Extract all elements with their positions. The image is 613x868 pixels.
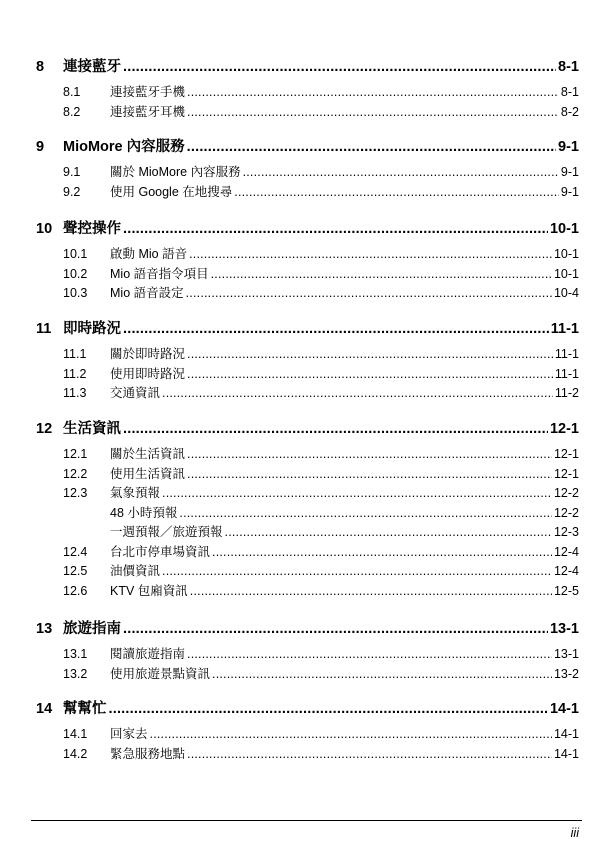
- chapter-title: 即時路況: [63, 321, 121, 337]
- section-title: 一週預報／旅遊預報: [110, 525, 223, 539]
- section-title: 使用旅遊景點資訊: [110, 666, 211, 681]
- section-number: 12.5: [63, 564, 88, 578]
- toc-section-entry[interactable]: [63, 644, 579, 662]
- dot-leader: [212, 667, 552, 681]
- dot-leader: [190, 584, 552, 598]
- section-title: 交通資訊: [110, 386, 161, 400]
- section-page: 9-1: [560, 184, 579, 199]
- section-title: 關於生活資訊: [110, 447, 186, 461]
- section-number: 11.2: [63, 366, 87, 381]
- dot-leader: [212, 545, 552, 559]
- chapter-title: 連接藍牙: [63, 59, 121, 75]
- section-title: 關於即時路況: [110, 347, 186, 361]
- dot-leader: [187, 747, 552, 761]
- dot-leader: [162, 564, 552, 578]
- section-page: 11-1: [554, 366, 579, 381]
- section-title: 連接藍牙耳機: [110, 104, 186, 119]
- section-title: 使用生活資訊: [110, 466, 186, 481]
- toc-chapter-entry[interactable]: [36, 217, 579, 238]
- section-page: 11-2: [554, 386, 579, 400]
- section-page: 8-2: [560, 104, 579, 119]
- toc-chapter-entry[interactable]: [36, 55, 579, 76]
- section-title: 使用 Google 在地搜尋: [110, 184, 233, 199]
- section-title: 緊急服務地點: [110, 746, 186, 761]
- dot-leader: [187, 467, 552, 481]
- dot-leader: [187, 85, 559, 99]
- dot-leader: [123, 59, 556, 75]
- chapter-page: 9-1: [558, 139, 579, 155]
- dot-leader: [162, 386, 553, 400]
- section-title: 回家去: [110, 727, 148, 741]
- toc-section-entry[interactable]: [63, 364, 579, 382]
- dot-leader: [186, 286, 552, 300]
- toc-section-entry[interactable]: [110, 503, 579, 521]
- section-number: 12.4: [63, 544, 88, 559]
- section-title: 台北市停車場資訊: [110, 544, 211, 559]
- chapter-page: 14-1: [549, 701, 579, 717]
- section-page: 12-2: [553, 486, 579, 500]
- toc-section-entry[interactable]: [63, 383, 579, 401]
- chapter-number: 9: [36, 139, 45, 155]
- dot-leader: [189, 247, 552, 261]
- section-page: 8-1: [560, 85, 579, 99]
- section-page: 14-1: [553, 746, 579, 761]
- section-number: 12.6: [63, 583, 88, 598]
- toc-section-entry[interactable]: [63, 561, 579, 579]
- section-page: 13-1: [553, 647, 579, 661]
- section-page: 14-1: [553, 727, 579, 741]
- section-page: 13-2: [553, 666, 579, 681]
- dot-leader: [123, 421, 548, 437]
- chapter-title: 旅遊指南: [63, 621, 121, 637]
- section-page: 10-1: [553, 266, 579, 281]
- section-number: 11.1: [63, 347, 87, 361]
- chapter-page: 12-1: [549, 421, 579, 437]
- dot-leader: [123, 321, 549, 337]
- section-title: Mio 語音指令項目: [110, 266, 209, 281]
- dot-leader: [225, 525, 552, 539]
- section-title: 氣象預報: [110, 486, 161, 500]
- dot-leader: [150, 727, 552, 741]
- section-number: 13.2: [63, 666, 88, 681]
- chapter-number: 10: [36, 221, 53, 237]
- chapter-title: 幫幫忙: [63, 701, 107, 717]
- toc-section-entry[interactable]: [63, 542, 579, 560]
- section-page: 12-5: [553, 583, 579, 598]
- section-page: 10-4: [553, 286, 579, 300]
- chapter-title: 生活資訊: [63, 421, 121, 437]
- toc-section-entry[interactable]: [63, 744, 579, 762]
- toc-section-entry[interactable]: [63, 283, 579, 301]
- chapter-title: 聲控操作: [63, 221, 121, 237]
- section-title: Mio 語音設定: [110, 286, 184, 300]
- toc-section-entry[interactable]: [63, 464, 579, 482]
- chapter-number: 13: [36, 621, 53, 637]
- dot-leader: [187, 139, 556, 155]
- section-page: 12-1: [553, 447, 579, 461]
- toc-chapter-entry[interactable]: [36, 697, 579, 718]
- section-title: 油價資訊: [110, 564, 161, 578]
- toc-section-entry[interactable]: [63, 483, 579, 501]
- section-number: 11.3: [63, 386, 87, 400]
- toc-chapter-entry[interactable]: [36, 417, 579, 438]
- dot-leader: [123, 621, 548, 637]
- chapter-page: 10-1: [549, 221, 579, 237]
- toc-chapter-entry[interactable]: [36, 617, 579, 638]
- toc-section-entry[interactable]: [63, 724, 579, 742]
- chapter-number: 12: [36, 421, 53, 437]
- section-number: 12.2: [63, 466, 88, 481]
- chapter-page: 13-1: [549, 621, 579, 637]
- section-title: 啟動 Mio 語音: [110, 247, 188, 261]
- toc-section-entry[interactable]: [110, 522, 579, 540]
- section-page: 12-4: [553, 544, 579, 559]
- footer-rule: [31, 820, 582, 821]
- chapter-number: 11: [36, 321, 52, 337]
- dot-leader: [187, 347, 553, 361]
- chapter-page: 11-1: [550, 321, 579, 337]
- section-title: 連接藍牙手機: [110, 85, 186, 99]
- toc-section-entry[interactable]: [63, 664, 579, 682]
- section-number: 12.3: [63, 486, 88, 500]
- toc-section-entry[interactable]: [63, 344, 579, 362]
- section-page: 12-4: [553, 564, 579, 578]
- dot-leader: [187, 647, 552, 661]
- section-number: 14.2: [63, 746, 88, 761]
- section-number: 8.1: [63, 85, 81, 99]
- dot-leader: [187, 367, 553, 381]
- dot-leader: [123, 221, 548, 237]
- toc-section-entry[interactable]: [63, 444, 579, 462]
- section-number: 10.1: [63, 247, 88, 261]
- dot-leader: [234, 185, 559, 199]
- section-title: KTV 包廂資訊: [110, 583, 188, 598]
- toc-section-entry[interactable]: [63, 182, 579, 200]
- section-page: 12-1: [553, 466, 579, 481]
- section-number: 14.1: [63, 727, 88, 741]
- dot-leader: [162, 486, 552, 500]
- section-title: 關於 MioMore 內容服務: [110, 165, 241, 179]
- section-number: 12.1: [63, 447, 88, 461]
- toc-section-entry[interactable]: [63, 82, 579, 100]
- section-page: 11-1: [554, 347, 579, 361]
- chapter-page: 8-1: [558, 59, 579, 75]
- section-number: 13.1: [63, 647, 88, 661]
- dot-leader: [179, 506, 552, 520]
- section-title: 使用即時路況: [110, 366, 186, 381]
- toc-section-entry[interactable]: [63, 102, 579, 120]
- dot-leader: [187, 447, 552, 461]
- section-number: 9.2: [63, 184, 81, 199]
- section-number: 8.2: [63, 104, 81, 119]
- dot-leader: [243, 165, 559, 179]
- section-page: 9-1: [560, 165, 579, 179]
- dot-leader: [187, 105, 559, 119]
- dot-leader: [109, 701, 548, 717]
- section-number: 9.1: [63, 165, 81, 179]
- toc-chapter-entry[interactable]: [36, 317, 579, 338]
- toc-section-entry[interactable]: [63, 581, 579, 599]
- toc-chapter-entry[interactable]: [36, 135, 579, 156]
- footer-page-number: iii: [570, 826, 579, 840]
- section-page: 10-1: [553, 247, 579, 261]
- section-title: 閱讀旅遊指南: [110, 647, 186, 661]
- toc-section-entry[interactable]: [63, 244, 579, 262]
- chapter-title: MioMore 內容服務: [63, 139, 185, 155]
- chapter-number: 8: [36, 59, 45, 75]
- section-number: 10.3: [63, 286, 88, 300]
- toc-section-entry[interactable]: [63, 162, 579, 180]
- section-title: 48 小時預報: [110, 505, 178, 520]
- section-page: 12-3: [553, 525, 579, 539]
- dot-leader: [211, 267, 552, 281]
- toc-section-entry[interactable]: [63, 264, 579, 282]
- section-page: 12-2: [553, 505, 579, 520]
- section-number: 10.2: [63, 266, 88, 281]
- chapter-number: 14: [36, 701, 53, 717]
